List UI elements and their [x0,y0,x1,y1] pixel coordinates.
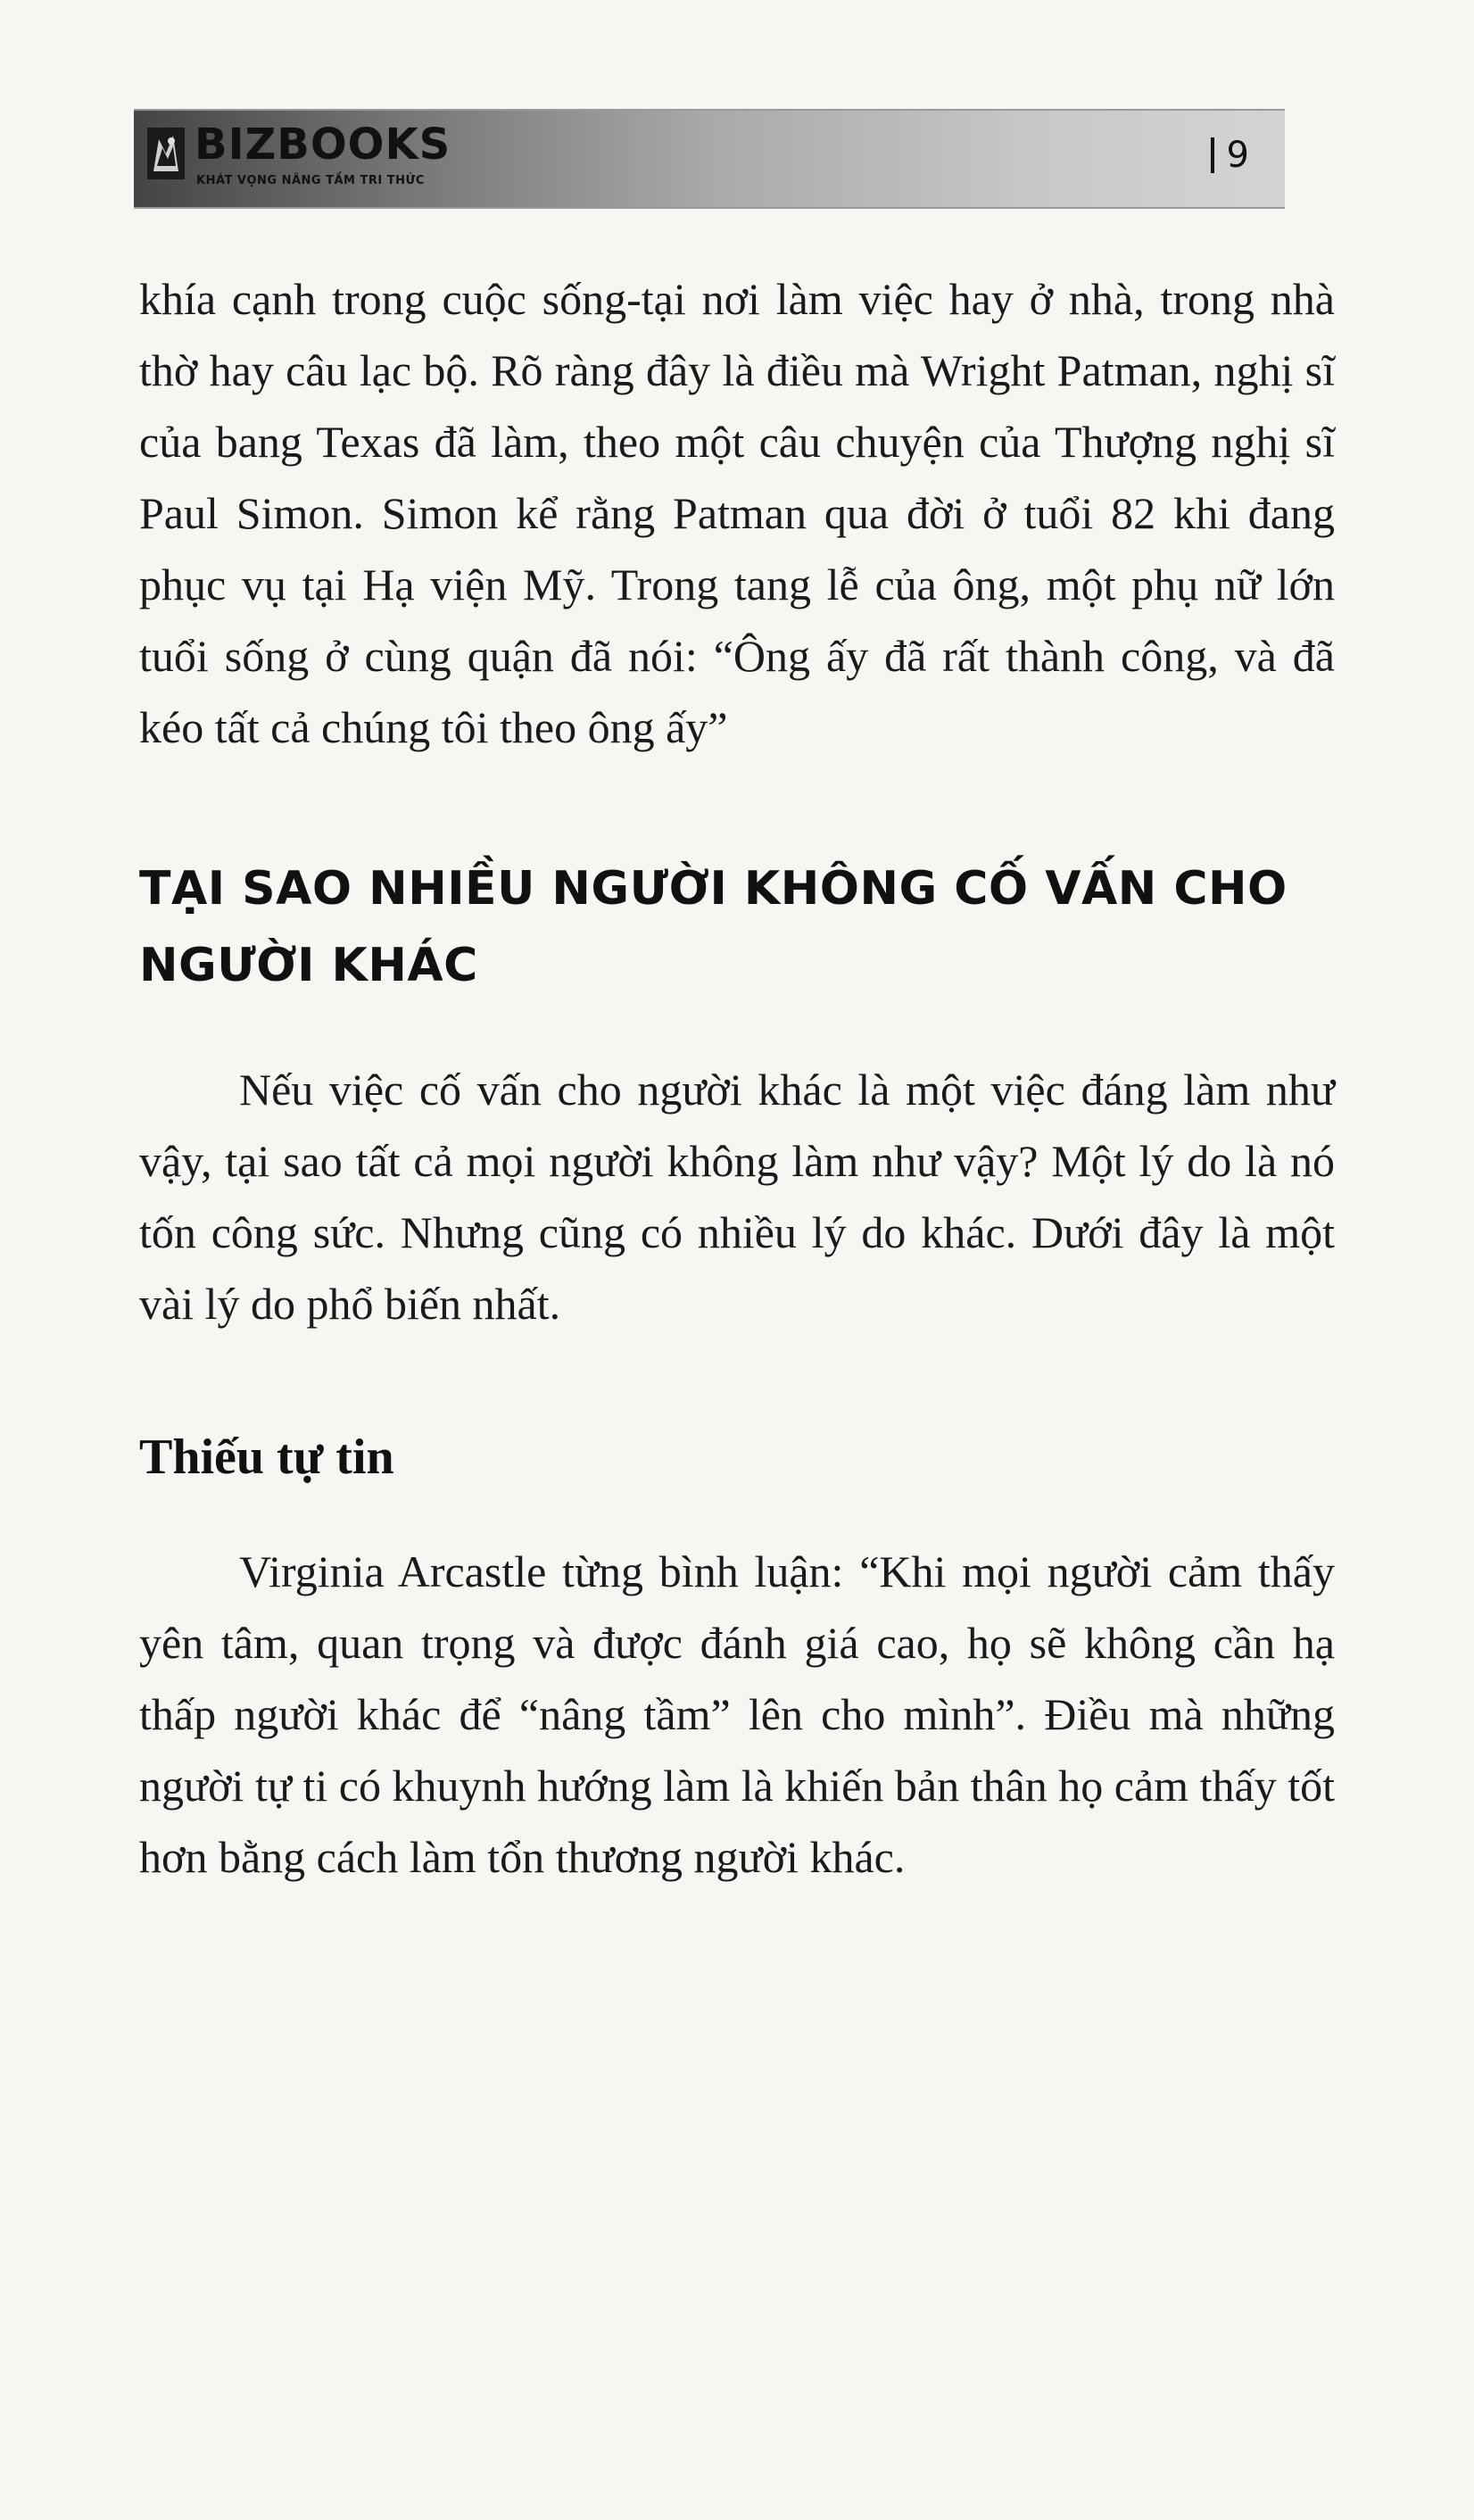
page-header [134,109,1285,209]
paragraph-arcastle-quote: Virginia Arcastle từng bình luận: “Khi mọi người cảm thấy yên tâm, quan trọng và được đánh giá cao, họ sẽ không cần hạ thấp người khác để “nâng tầm” lên cho mình”. Điều mà những người tự ti có khuynh hướng làm là khiến bản thân họ cảm thấy tốt hơn bằng cách làm tổn thương người khác. [139,1546,1335,1882]
brand-name: BIZBOOKS [195,120,451,170]
page-content [139,263,1335,1893]
bizbooks-logo-icon [146,127,186,180]
section-heading: TẠI SAO NHIỀU NGƯỜI KHÔNG CỐ VẤN CHO NGƯỜI KHÁC [139,862,1288,992]
subsection-heading: Thiếu tự tin [139,1430,394,1485]
paragraph-why-not-mentor: Nếu việc cố vấn cho người khác là một việc đáng làm như vậy, tại sao tất cả mọi người không làm như vậy? Một lý do là nó tốn công sức. Nhưng cũng có nhiều lý do khác. Dưới đây là một vài lý do phổ biến nhất. [139,1065,1335,1329]
brand-tagline: KHÁT VỌNG NÂNG TẦM TRI THỨC [196,174,425,187]
page-number: 9 [1211,137,1249,173]
paragraph-patman-story: khía cạnh trong cuộc sống-tại nơi làm việc hay ở nhà, trong nhà thờ hay câu lạc bộ. Rõ ràng đây là điều mà Wright Patman, nghị sĩ của bang Texas đã làm, theo một câu chuyện của Thượng nghị sĩ Paul Simon. Simon kể rằng Patman qua đời ở tuổi 82 khi đang phục vụ tại Hạ viện Mỹ. Trong tang lễ của ông, một phụ nữ lớn tuổi sống ở cùng quận đã nói: “Ông ấy đã rất thành công, và đã kéo tất cả chúng tôi theo ông ấy” [139,274,1335,752]
